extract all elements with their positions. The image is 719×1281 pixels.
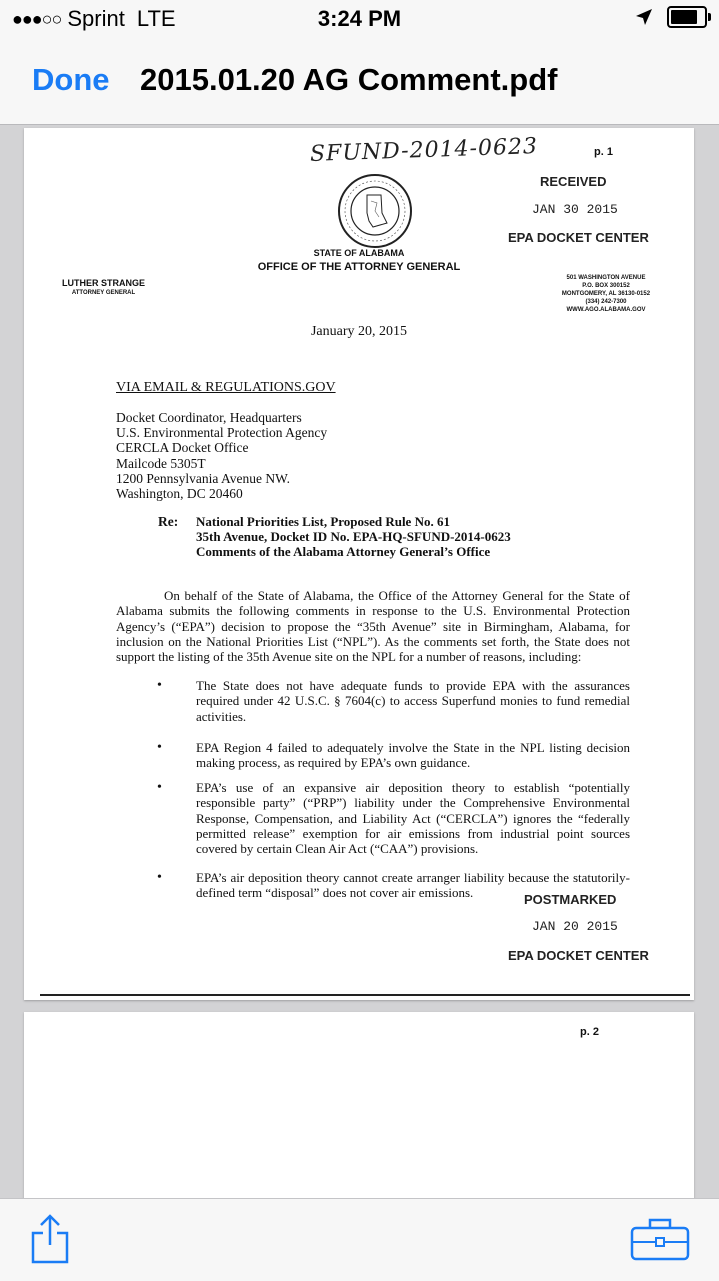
addressee-line: U.S. Environmental Protection Agency — [116, 425, 328, 441]
location-arrow-icon — [635, 8, 653, 26]
pdf-page-2[interactable] — [24, 1012, 694, 1202]
received-stamp-label: RECEIVED — [540, 174, 607, 189]
status-right — [635, 6, 707, 28]
address-line: 501 WASHINGTON AVENUE — [566, 275, 646, 281]
bullet-item: The State does not have adequate funds to provide EPA with the assurances required under 42 U.S.C. § 7604(c) to access Superfund monies to fund remedial activities. — [196, 678, 630, 724]
bullet-item: EPA’s air deposition theory cannot create arranger liability because the statutorily-defined term “disposal” does not cover air emissions. — [196, 870, 630, 901]
attorney-general-block — [62, 278, 145, 298]
received-stamp-center: EPA DOCKET CENTER — [508, 230, 649, 245]
toolbox-icon[interactable] — [630, 1217, 690, 1261]
addressee-line: Docket Coordinator, Headquarters — [116, 410, 302, 425]
postmarked-stamp-center: EPA DOCKET CENTER — [508, 948, 649, 963]
addressee-line: 1200 Pennsylvania Avenue NW. — [116, 470, 290, 486]
delivery-method: VIA EMAIL & REGULATIONS.GOV — [116, 380, 336, 395]
handwritten-docket-note: SFUND-2014-0623 — [309, 134, 539, 167]
address-line: MONTGOMERY, AL 36130-0152 — [561, 291, 651, 297]
network-type: LTE — [136, 6, 176, 31]
address-line: (334) 242-7300 — [585, 299, 627, 305]
postmarked-stamp-label: POSTMARKED — [524, 892, 617, 907]
nav-bar — [0, 52, 719, 112]
subject-block — [196, 514, 511, 560]
office-address — [536, 274, 676, 314]
bullet-item: EPA Region 4 failed to adequately involve the State in the NPL listing decision making process, as required by EPA’s own guidance. — [196, 740, 630, 771]
addressee-line: CERCLA Docket Office — [116, 440, 249, 456]
status-time: 3:24 PM — [317, 6, 402, 31]
bottom-toolbar — [0, 1198, 719, 1281]
bullet-marker: • — [157, 740, 162, 755]
subject-line: National Priorities List, Proposed Rule No. 61 — [196, 514, 450, 529]
letterhead-state: STATE OF ALABAMA — [313, 248, 405, 258]
bullet-item: EPA’s use of an expansive air deposition theory to establish “potentially responsible party” (“PRP”) liability under the Comprehensive Environmental Response, Compensation, and Liability Act (“CERCLA”) ignores the “federally permitted release” exemption for air emissions from industrial point sources covered by certain Clean Air Act (“CAA”) provisions. — [196, 780, 630, 857]
addressee-line: Washington, DC 20460 — [116, 486, 243, 502]
battery-icon — [667, 6, 707, 28]
addressee-line: Mailcode 5305T — [116, 455, 206, 471]
received-stamp-date: JAN 30 2015 — [532, 202, 618, 217]
letter-date: January 20, 2015 — [310, 324, 408, 339]
intro-paragraph: On behalf of the State of Alabama, the Office of the Attorney General for the State of Alabama submits the following comments in response to the U.S. Environmental Protection Agency’s (“EPA”) decision to propose the “35th Avenue” site in Birmingham, Alabama, for inclusion on the National Priorities List (“NPL”). As the comments set forth, the State does not support the listing of the 35th Avenue site on the NPL for a number of reasons, including: — [116, 588, 630, 665]
address-line: WWW.AGO.ALABAMA.GOV — [566, 307, 646, 313]
page-number: p. 1 — [594, 146, 613, 158]
done-button[interactable]: Done — [32, 62, 110, 97]
address-line: P.O. BOX 300152 — [582, 283, 630, 289]
bullet-marker: • — [157, 678, 162, 693]
bullet-marker: • — [157, 780, 162, 795]
signal-strength: ●●●○○ — [12, 8, 62, 29]
share-icon[interactable] — [30, 1213, 70, 1265]
subject-line: 35th Avenue, Docket ID No. EPA-HQ-SFUND-2014-0623 — [196, 529, 511, 545]
bullet-marker: • — [157, 870, 162, 885]
letterhead-office: OFFICE OF THE ATTORNEY GENERAL — [257, 261, 461, 273]
attorney-general-name: LUTHER STRANGE — [62, 278, 145, 288]
scan-edge-line — [40, 994, 690, 996]
attorney-general-title: ATTORNEY GENERAL — [71, 290, 136, 296]
document-title: 2015.01.20 AG Comment.pdf — [140, 62, 558, 97]
pdf-page-1[interactable] — [24, 128, 694, 1000]
postmarked-stamp-date: JAN 20 2015 — [532, 919, 618, 934]
alabama-state-seal-icon — [337, 173, 413, 249]
status-bar — [0, 0, 719, 40]
page-number: p. 2 — [580, 1026, 599, 1038]
re-label: Re: — [158, 514, 179, 529]
carrier-name: Sprint — [67, 6, 125, 31]
addressee-block — [116, 410, 327, 501]
subject-line: Comments of the Alabama Attorney General’s Office — [196, 544, 491, 560]
top-bar — [0, 0, 719, 125]
